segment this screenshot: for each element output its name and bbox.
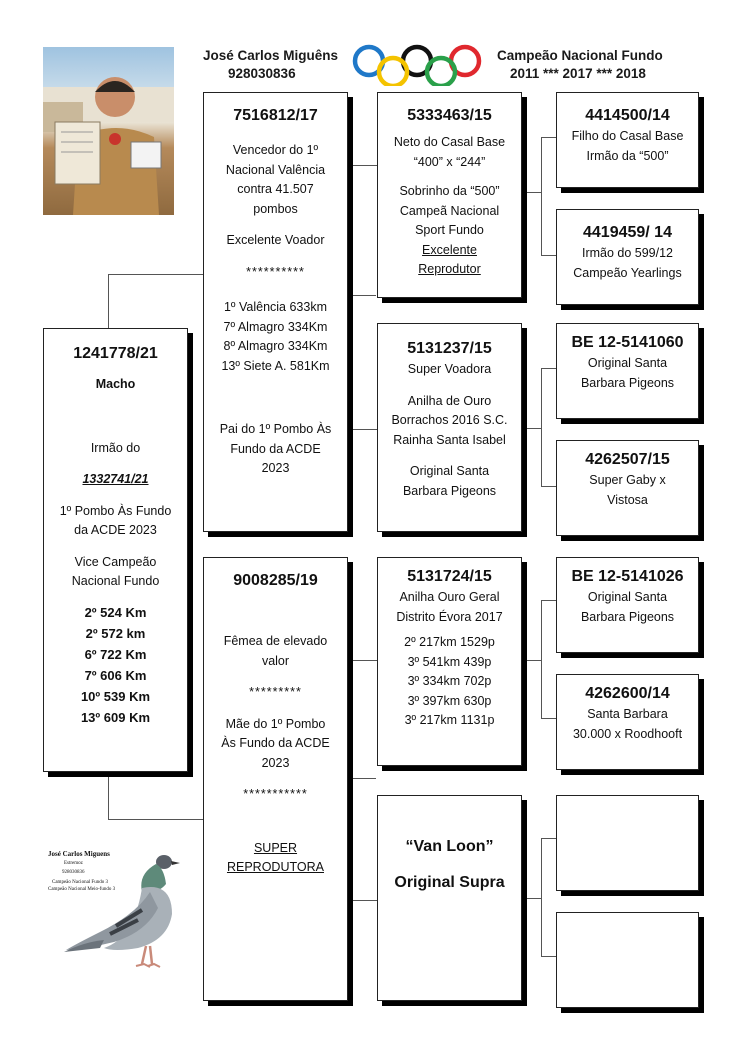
dam-footer: Às Fundo da ACDE	[221, 736, 330, 750]
ggp-line: Irmão da “500”	[586, 148, 669, 163]
ggp-ring: BE 12-5141026	[571, 568, 684, 585]
dam-footer: 2023	[261, 755, 290, 770]
ggp-box-8	[556, 912, 699, 1008]
sd-line: Original Santa	[409, 464, 490, 478]
ggp-line: Vistosa	[607, 492, 648, 507]
owner-photo	[43, 47, 174, 215]
sd-ring: 5131237/15	[407, 340, 492, 357]
subject-result: 13º 609 Km	[80, 709, 151, 725]
ring-yellow	[379, 58, 407, 86]
ds-result: 3º 397km 630p	[407, 693, 492, 708]
logo-line2: Estremoz	[64, 861, 83, 866]
granddam-dam-box	[377, 795, 522, 1001]
sire-result: 8º Almagro 334Km	[223, 339, 328, 353]
ds-result: 2º 217km 1529p	[404, 635, 495, 649]
logo-line5: Campeão Nacional Meio-fundo 3	[48, 887, 116, 892]
dam-footer: Mãe do 1º Pombo	[225, 716, 326, 731]
ds-result: 3º 334km 702p	[407, 674, 492, 688]
olympic-rings-icon	[345, 44, 489, 86]
dam-line: valor	[261, 653, 290, 668]
ggp-ring: BE 12-5141060	[571, 334, 684, 351]
subject-brother-label: Irmão do	[90, 440, 141, 455]
ggp-box-3	[556, 323, 699, 419]
grandsire-dam-box	[377, 557, 522, 766]
ss-line: Neto do Casal Base	[393, 135, 506, 149]
ss-ring: 5333463/15	[407, 107, 492, 124]
subject-box	[43, 328, 188, 772]
sire-result: 13º Siete A. 581Km	[221, 358, 330, 373]
subject-result: 7º 606 Km	[84, 667, 147, 683]
ds-line: Anilha Ouro Geral	[399, 590, 500, 604]
sire-line: Vencedor do 1º	[232, 143, 319, 157]
ggp-ring: 4419459/ 14	[583, 224, 672, 241]
sd-line: Anilha de Ouro	[407, 393, 492, 408]
ds-line: Distrito Évora 2017	[396, 609, 503, 624]
dam-line: Fêmea de elevado	[223, 634, 328, 648]
subject-results	[44, 602, 187, 728]
ggp-box-5	[556, 557, 699, 653]
sire-box	[203, 92, 348, 532]
ggp-ring: 4262600/14	[585, 685, 670, 702]
subject-sex: Macho	[95, 377, 136, 391]
ggp-box-6	[556, 674, 699, 770]
logo-line4: Campeão Nacional Fundo 3	[52, 880, 108, 885]
ss-line: “400” x “244”	[413, 154, 486, 169]
title-years: 2011 *** 2017 *** 2018	[510, 66, 646, 81]
dd-title: “Van Loon”	[405, 838, 494, 855]
subject-line2: da ACDE 2023	[74, 523, 157, 537]
ggp-ring: 4262507/15	[585, 451, 670, 468]
subject-line4: Nacional Fundo	[71, 574, 160, 588]
subject-ring: 1241778/21	[73, 345, 158, 362]
dd-subtitle: Original Supra	[394, 874, 505, 891]
subject-result: 2º 524 Km	[84, 604, 147, 620]
sire-footer: 2023	[261, 461, 290, 475]
logo-line3: 928030836	[62, 870, 85, 875]
ggp-line: Original Santa	[587, 590, 668, 604]
ggp-box-2	[556, 209, 699, 305]
ggp-box-4	[556, 440, 699, 536]
pigeon-icon	[60, 848, 190, 973]
logo-name: José Carlos Miguens	[48, 850, 110, 858]
ggp-line: Original Santa	[587, 356, 668, 370]
subject-line3: Vice Campeão	[74, 554, 157, 569]
sire-result: 7º Almagro 334Km	[223, 319, 328, 334]
granddam-sire-box	[377, 323, 522, 532]
owner-phone: 928030836	[228, 66, 296, 81]
ggp-line: 30.000 x Roodhooft	[572, 726, 683, 741]
ss-line: Sport Fundo	[415, 223, 484, 237]
sd-line: Rainha Santa Isabel	[393, 432, 506, 447]
dam-stars: ***********	[243, 787, 308, 801]
ggp-line: Irmão do 599/12	[581, 246, 674, 260]
ds-result: 3º 217km 1131p	[404, 713, 495, 727]
ss-tag: Excelente	[422, 242, 477, 257]
subject-brother-ring: 1332741/21	[82, 472, 149, 486]
dam-box	[203, 557, 348, 1001]
ring-green	[427, 58, 455, 86]
ggp-line: Super Gaby x	[589, 473, 666, 487]
dam-stars: *********	[249, 685, 302, 699]
ss-line: Sobrinho da “500”	[399, 184, 500, 198]
ggp-ring: 4414500/14	[585, 107, 670, 124]
ss-line: Campeã Nacional	[399, 203, 500, 218]
sire-footer: Fundo da ACDE	[230, 441, 321, 456]
owner-name: José Carlos Miguêns	[203, 48, 339, 63]
subject-line1: 1º Pombo Às Fundo	[59, 503, 172, 518]
subject-result: 2º 572 km	[85, 625, 146, 641]
sire-line: Nacional Valência	[225, 162, 326, 177]
ggp-line: Campeão Yearlings	[573, 265, 682, 280]
ggp-line: Barbara Pigeons	[580, 375, 675, 390]
dam-tag: SUPER	[253, 840, 298, 855]
ds-result: 3º 541km 439p	[407, 654, 492, 669]
ggp-box-1	[556, 92, 699, 188]
sire-line: pombos	[253, 201, 298, 216]
ggp-line: Barbara Pigeons	[580, 609, 675, 624]
title-champion: Campeão Nacional Fundo	[497, 48, 663, 63]
sire-note: Excelente Voador	[226, 233, 325, 247]
ggp-line: Santa Barbara	[587, 707, 668, 721]
sd-line: Barbara Pigeons	[402, 483, 497, 498]
ds-ring: 5131724/15	[407, 568, 492, 585]
grandsire-sire-box	[377, 92, 522, 298]
sd-line: Borrachos 2016 S.C.	[391, 413, 508, 427]
subject-result: 10º 539 Km	[80, 688, 151, 704]
pigeon-logo	[40, 848, 190, 973]
sire-stars: **********	[246, 264, 305, 279]
sd-line: Super Voadora	[407, 362, 492, 376]
dam-tag: REPRODUTORA	[226, 860, 324, 874]
sire-result: 1º Valência 633km	[223, 300, 327, 314]
sire-ring: 7516812/17	[233, 107, 318, 124]
sire-line: contra 41.507	[237, 182, 314, 196]
dam-ring: 9008285/19	[233, 572, 318, 589]
ggp-line: Filho do Casal Base	[571, 129, 684, 143]
ggp-box-7	[556, 795, 699, 891]
sire-footer: Pai do 1º Pombo Às	[219, 422, 332, 436]
subject-result: 6º 722 Km	[84, 646, 147, 662]
ss-tag: Reprodutor	[418, 262, 481, 276]
